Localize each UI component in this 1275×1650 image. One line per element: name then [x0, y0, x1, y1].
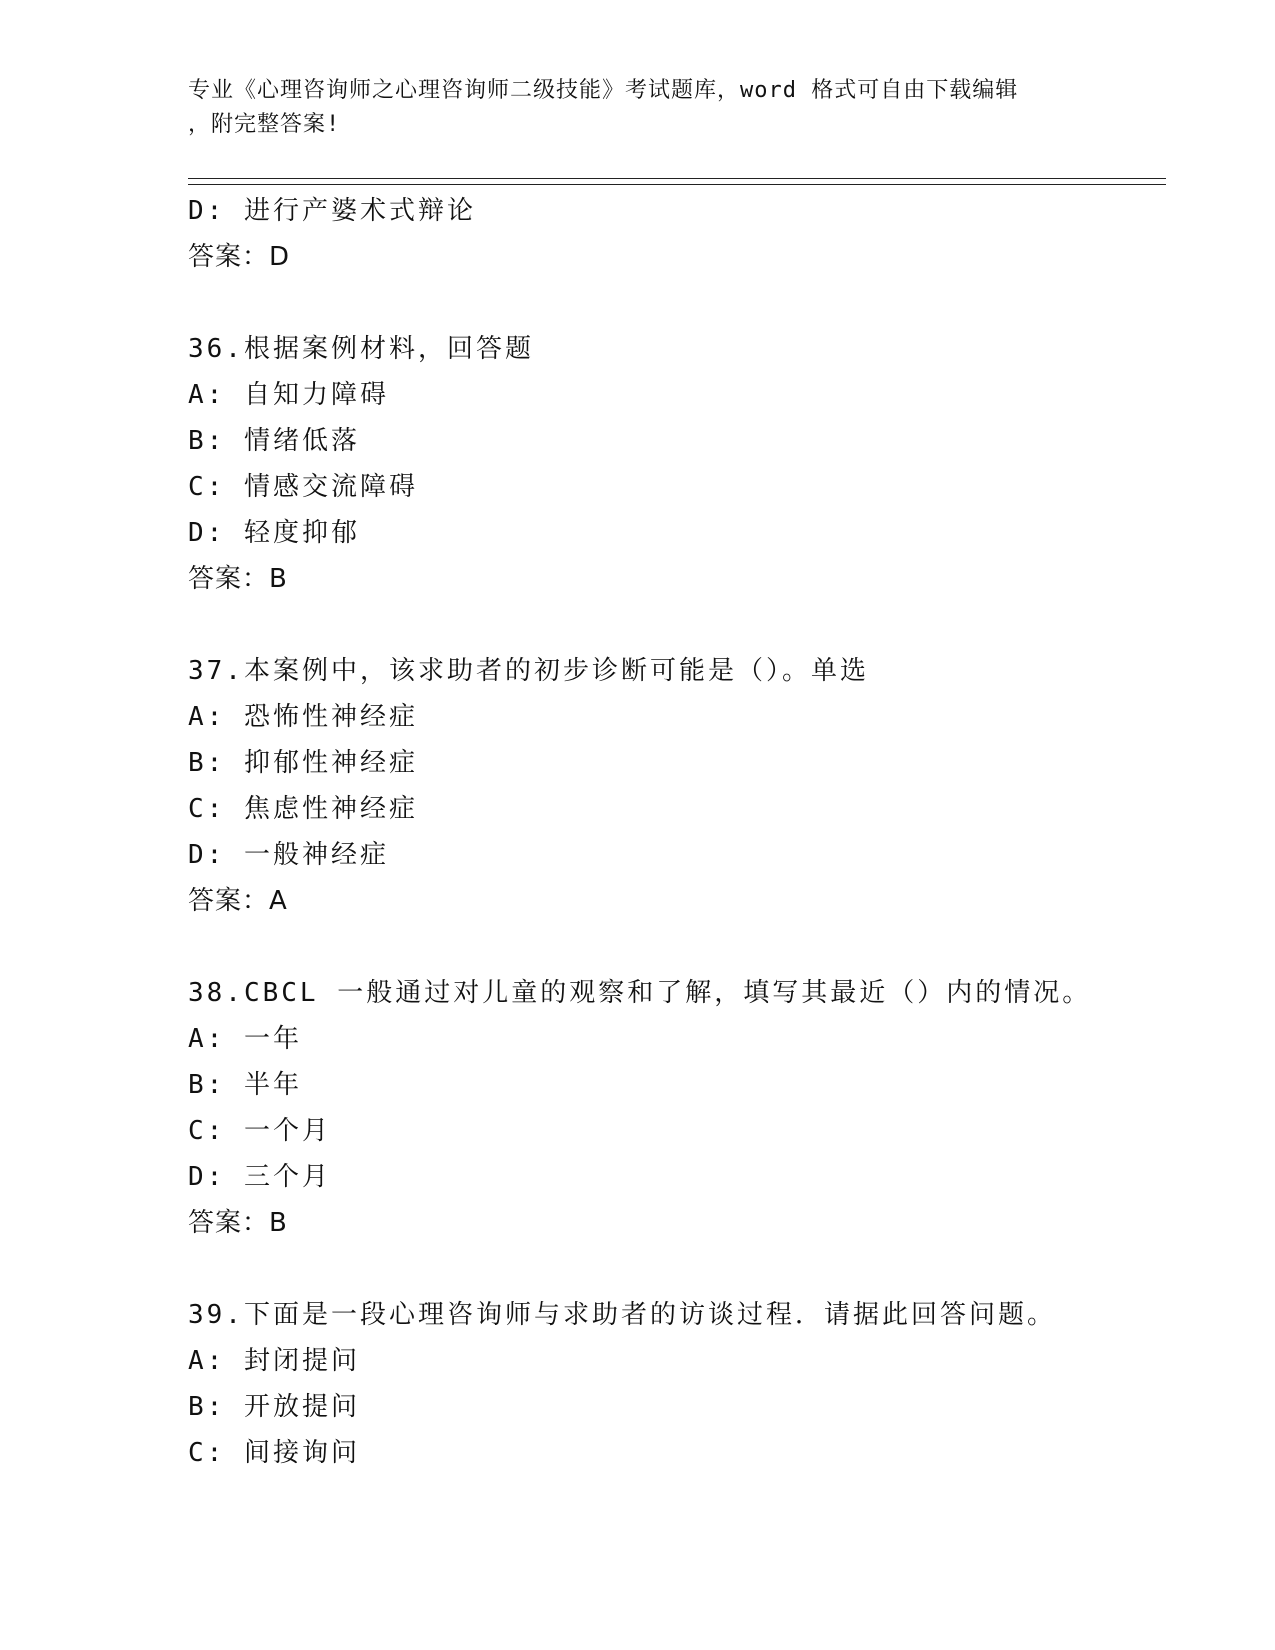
- document-header: [188, 74, 1088, 142]
- option-d: D: 一般神经症: [188, 840, 389, 870]
- answer: 答案：D: [188, 242, 291, 272]
- option-a: A: 一年: [188, 1024, 302, 1054]
- spacer: [188, 924, 1166, 970]
- question-stem: 37.本案例中，该求助者的初步诊断可能是（）。单选: [188, 656, 869, 686]
- option-a: A: 恐怖性神经症: [188, 702, 418, 732]
- option-a: A: 自知力障碍: [188, 380, 389, 410]
- question-stem: 39.下面是一段心理咨询师与求助者的访谈过程．请据此回答问题。: [188, 1300, 1056, 1330]
- option-b: B: 抑郁性神经症: [188, 748, 418, 778]
- option-d: D: 轻度抑郁: [188, 518, 360, 548]
- header-divider-bottom: [188, 184, 1166, 185]
- header-divider-top: [188, 178, 1166, 179]
- question-stem: 36.根据案例材料，回答题: [188, 334, 534, 364]
- option-d: D: 进行产婆术式辩论: [188, 196, 476, 226]
- option-b: B: 情绪低落: [188, 426, 360, 456]
- question-list: [188, 188, 1166, 1476]
- option-c: C: 情感交流障碍: [188, 472, 418, 502]
- header-line-1: 专业《心理咨询师之心理咨询师二级技能》考试题库，word 格式可自由下载编辑: [188, 78, 1019, 103]
- question-stem: 38.CBCL 一般通过对儿童的观察和了解，填写其最近（）内的情况。: [188, 978, 1092, 1008]
- option-b: B: 半年: [188, 1070, 302, 1100]
- option-b: B: 开放提问: [188, 1392, 360, 1422]
- answer: 答案：B: [188, 564, 288, 594]
- option-c: C: 间接询问: [188, 1438, 360, 1468]
- option-d: D: 三个月: [188, 1162, 331, 1192]
- option-c: C: 一个月: [188, 1116, 331, 1146]
- option-c: C: 焦虑性神经症: [188, 794, 418, 824]
- spacer: [188, 602, 1166, 648]
- spacer: [188, 1246, 1166, 1292]
- header-line-2: ，附完整答案!: [188, 112, 341, 137]
- spacer: [188, 280, 1166, 326]
- answer: 答案：A: [188, 886, 288, 916]
- answer: 答案：B: [188, 1208, 288, 1238]
- option-a: A: 封闭提问: [188, 1346, 360, 1376]
